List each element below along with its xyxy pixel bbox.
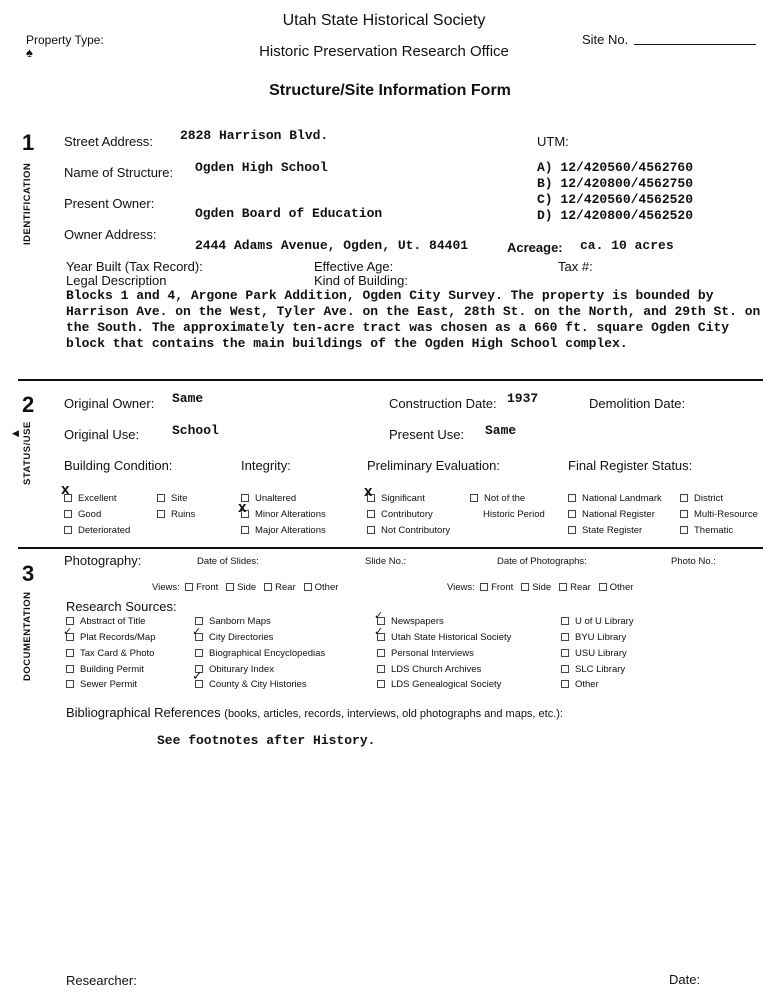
date-label: Date: xyxy=(669,972,701,987)
view-label: Other xyxy=(609,582,634,593)
checkbox-label: Sewer Permit xyxy=(80,679,138,690)
checkbox-label: Not of the xyxy=(484,493,526,504)
original-owner-label: Original Owner: xyxy=(64,396,155,411)
owner-address-label: Owner Address: xyxy=(64,227,157,242)
checkbox-city-directories[interactable] xyxy=(192,625,274,643)
photography-label: Photography: xyxy=(64,553,142,568)
checkbox-label: Site xyxy=(171,493,188,504)
view-label: Front xyxy=(491,582,514,593)
checkbox-deteriorated[interactable] xyxy=(64,525,130,536)
checkbox-label: Thematic xyxy=(694,525,734,536)
checkbox-label: Building Permit xyxy=(80,664,144,675)
checkbox-biographical-encyclopedias[interactable] xyxy=(195,648,325,659)
original-use-label: Original Use: xyxy=(64,427,140,442)
checkbox-national-landmark[interactable] xyxy=(568,493,662,504)
utm-d[interactable]: D) 12/420800/4562520 xyxy=(537,208,694,223)
name-of-structure-label: Name of Structure: xyxy=(64,165,174,180)
checkbox-label: Significant xyxy=(381,493,425,504)
checkbox-significant[interactable] xyxy=(364,486,425,504)
checkbox-label: Excellent xyxy=(78,493,117,504)
checkbox-slc-library[interactable] xyxy=(561,664,625,675)
checkbox-lds-church-archives[interactable] xyxy=(377,664,481,675)
checkbox-label: National Register xyxy=(582,509,655,520)
section-1-number: 1 xyxy=(22,130,35,155)
checkmark-icon: ✓ xyxy=(192,669,203,684)
checkbox-usu-library[interactable] xyxy=(561,648,627,659)
checkbox-site[interactable] xyxy=(157,493,187,504)
form-title: Structure/Site Information Form xyxy=(269,82,511,99)
checkbox-label: National Landmark xyxy=(582,493,662,504)
checkbox-label: Personal Interviews xyxy=(391,648,474,659)
view-other-checkbox[interactable] xyxy=(599,582,634,593)
legal-description-line-4: block that contains the main buildings of the Ogden High School complex. xyxy=(66,336,628,351)
acreage-label: Acreage: xyxy=(507,240,563,255)
legal-description-label: Legal Description xyxy=(66,273,167,288)
view-rear-checkbox[interactable] xyxy=(264,582,296,593)
checkbox-ruins[interactable] xyxy=(157,509,195,520)
view-label: Side xyxy=(532,582,552,593)
utm-a[interactable]: A) 12/420560/4562760 xyxy=(537,160,694,175)
checkmark-icon: ✓ xyxy=(192,625,202,638)
checkbox-label: District xyxy=(694,493,724,504)
demolition-date-label: Demolition Date: xyxy=(589,396,686,411)
property-type-label: Property Type: xyxy=(26,33,104,47)
preliminary-evaluation-label: Preliminary Evaluation: xyxy=(367,458,500,473)
checkbox-good[interactable] xyxy=(64,509,101,520)
views-label: Views: xyxy=(152,582,180,593)
checkbox-label: Ruins xyxy=(171,509,196,520)
view-side-checkbox[interactable] xyxy=(521,582,551,593)
checkbox-contributory[interactable] xyxy=(367,509,433,520)
acreage-value[interactable]: ca. 10 acres xyxy=(580,238,674,253)
checkbox-plat-records[interactable] xyxy=(63,625,156,643)
legal-description-line-3: the South. The approximately ten-acre tract was chosen as a 660 ft. square Ogden City xyxy=(66,320,730,335)
checkmark-icon: ✓ xyxy=(63,625,73,638)
legal-description-line-1: Blocks 1 and 4, Argone Park Addition, Ogden City Survey. The property is bounded by xyxy=(66,288,714,303)
checkbox-label: Obiturary Index xyxy=(209,664,274,675)
checkbox-label: Plat Records/Map xyxy=(80,632,156,643)
checkbox-label: Good xyxy=(78,509,102,520)
checkbox-sanborn-maps[interactable] xyxy=(195,616,271,627)
bibliographical-references xyxy=(66,705,563,720)
construction-date-label: Construction Date: xyxy=(389,396,497,411)
view-label: Rear xyxy=(570,582,591,593)
integrity-label: Integrity: xyxy=(241,458,291,473)
section-3-vertical-label: DOCUMENTATION xyxy=(22,591,33,681)
tax-number-label: Tax #: xyxy=(558,259,593,274)
checkbox-thematic[interactable] xyxy=(680,525,733,536)
checkbox-sewer-permit[interactable] xyxy=(66,679,137,690)
checkbox-state-register[interactable] xyxy=(568,525,642,536)
section-divider-2 xyxy=(18,547,763,549)
present-use-label: Present Use: xyxy=(389,427,465,442)
checkbox-building-permit[interactable] xyxy=(66,664,144,675)
view-front-checkbox[interactable] xyxy=(480,582,513,593)
checkbox-label: Utah State Historical Society xyxy=(391,632,512,643)
section-2-number: 2 xyxy=(22,392,35,417)
date-of-slides-label: Date of Slides: xyxy=(197,556,259,567)
checkbox-other[interactable] xyxy=(561,679,599,690)
view-label: Rear xyxy=(275,582,296,593)
checkbox-label: BYU Library xyxy=(575,632,627,643)
utm-b[interactable]: B) 12/420800/4562750 xyxy=(537,176,694,191)
checkbox-label: U of U Library xyxy=(575,616,634,627)
checkbox-utah-state-historical-society[interactable] xyxy=(374,625,512,643)
checkbox-label: Not Contributory xyxy=(381,525,451,536)
checkbox-label: Contributory xyxy=(381,509,433,520)
x-mark-icon: X xyxy=(61,484,70,497)
x-mark-icon: X xyxy=(238,502,247,515)
checkbox-label: Biographical Encyclopedias xyxy=(209,648,326,659)
checkbox-label: Major Alterations xyxy=(255,525,326,536)
checkbox-minor-alterations[interactable] xyxy=(238,502,326,520)
property-type-mark: ♠ xyxy=(26,45,33,60)
checkbox-label: Abstract of Title xyxy=(80,616,146,627)
legal-description-line-2: Harrison Ave. on the West, Tyler Ave. on the East, 28th St. on the North, and 29th St. on xyxy=(66,304,761,319)
street-address-label: Street Address: xyxy=(64,134,153,149)
final-register-status-label: Final Register Status: xyxy=(568,458,693,473)
checkbox-lds-genealogical-society[interactable] xyxy=(377,679,501,690)
checkbox-u-of-u-library[interactable] xyxy=(561,616,634,627)
slide-views xyxy=(152,582,338,593)
checkbox-label: SLC Library xyxy=(575,664,626,675)
date-of-photographs-label: Date of Photographs: xyxy=(497,556,587,567)
checkbox-not-historic-period[interactable] xyxy=(470,493,525,504)
view-front-checkbox[interactable] xyxy=(185,582,218,593)
slide-no-label: Slide No.: xyxy=(365,556,407,567)
checkbox-label: Minor Alterations xyxy=(255,509,326,520)
checkbox-district[interactable] xyxy=(680,493,723,504)
arrow-icon: ◀ xyxy=(12,428,19,438)
section-2-vertical-label: STATUS/USE xyxy=(22,421,33,485)
site-no-line[interactable] xyxy=(634,44,756,45)
site-no-label: Site No. xyxy=(582,32,629,47)
checkbox-label: Unaltered xyxy=(255,493,297,504)
view-label: Side xyxy=(237,582,257,593)
year-built-label: Year Built (Tax Record): xyxy=(66,259,203,274)
views-label: Views: xyxy=(447,582,475,593)
org-name: Utah State Historical Society xyxy=(282,12,486,29)
present-owner-label: Present Owner: xyxy=(64,196,155,211)
checkbox-personal-interviews[interactable] xyxy=(377,648,474,659)
checkmark-icon: ✓ xyxy=(374,609,384,622)
checkbox-label: Tax Card & Photo xyxy=(80,648,155,659)
checkbox-abstract-of-title[interactable] xyxy=(66,616,145,627)
not-historic-period-label: Historic Period xyxy=(483,509,545,520)
present-owner-value[interactable]: Ogden Board of Education xyxy=(195,206,383,221)
utm-c[interactable]: C) 12/420560/4562520 xyxy=(537,192,694,207)
checkbox-national-register[interactable] xyxy=(568,509,655,520)
bibliographical-references-label: Bibliographical References xyxy=(66,705,221,720)
checkbox-byu-library[interactable] xyxy=(561,632,626,643)
building-condition-label: Building Condition: xyxy=(64,458,173,473)
section-divider-1 xyxy=(18,379,763,381)
photo-no-label: Photo No.: xyxy=(671,556,716,567)
view-side-checkbox[interactable] xyxy=(226,582,256,593)
checkbox-obituary-index[interactable] xyxy=(195,664,274,675)
bibliographical-references-value[interactable]: See footnotes after History. xyxy=(157,733,376,748)
checkbox-newspapers[interactable] xyxy=(374,609,444,627)
view-label: Front xyxy=(196,582,219,593)
checkmark-icon: ✓ xyxy=(374,625,384,638)
checkbox-label: LDS Church Archives xyxy=(391,664,482,675)
checkbox-major-alterations[interactable] xyxy=(241,525,326,536)
bibliographical-references-note: (books, articles, records, interviews, old photographs and maps, etc.): xyxy=(224,708,563,720)
checkbox-label: Other xyxy=(575,679,599,690)
checkbox-label: City Directories xyxy=(209,632,274,643)
checkbox-label: Sanborn Maps xyxy=(209,616,271,627)
kind-of-building-label: Kind of Building: xyxy=(314,273,408,288)
original-use-value[interactable]: School xyxy=(172,423,219,438)
construction-date-value[interactable]: 1937 xyxy=(507,391,539,406)
checkbox-label: Deteriorated xyxy=(78,525,131,536)
checkbox-multi-resource[interactable] xyxy=(680,509,758,520)
checkbox-label: USU Library xyxy=(575,648,627,659)
street-address-value[interactable]: 2828 Harrison Blvd. xyxy=(180,128,329,143)
checkbox-label: State Register xyxy=(582,525,643,536)
original-owner-value[interactable]: Same xyxy=(172,391,204,406)
section-1-vertical-label: IDENTIFICATION xyxy=(22,162,33,245)
effective-age-label: Effective Age: xyxy=(314,259,394,274)
section-3-number: 3 xyxy=(22,561,35,586)
present-use-value[interactable]: Same xyxy=(485,423,517,438)
checkbox-tax-card[interactable] xyxy=(66,648,154,659)
research-sources-label: Research Sources: xyxy=(66,599,177,614)
checkbox-not-contributory[interactable] xyxy=(367,525,450,536)
view-rear-checkbox[interactable] xyxy=(559,582,591,593)
office-name: Historic Preservation Research Office xyxy=(259,43,509,60)
checkbox-label: County & City Histories xyxy=(209,679,307,690)
checkbox-excellent[interactable] xyxy=(61,484,117,504)
view-other-checkbox[interactable] xyxy=(304,582,339,593)
checkbox-label: Multi-Resource xyxy=(694,509,758,520)
name-of-structure-value[interactable]: Ogden High School xyxy=(195,160,328,175)
checkbox-label: Newspapers xyxy=(391,616,444,627)
checkbox-unaltered[interactable] xyxy=(241,493,296,504)
utm-label: UTM: xyxy=(537,134,569,149)
researcher-label: Researcher: xyxy=(66,973,137,988)
checkbox-label: LDS Genealogical Society xyxy=(391,679,502,690)
x-mark-icon: X xyxy=(364,486,373,499)
view-label: Other xyxy=(314,582,339,593)
photo-views xyxy=(447,582,633,593)
owner-address-value[interactable]: 2444 Adams Avenue, Ogden, Ut. 84401 xyxy=(195,238,469,253)
